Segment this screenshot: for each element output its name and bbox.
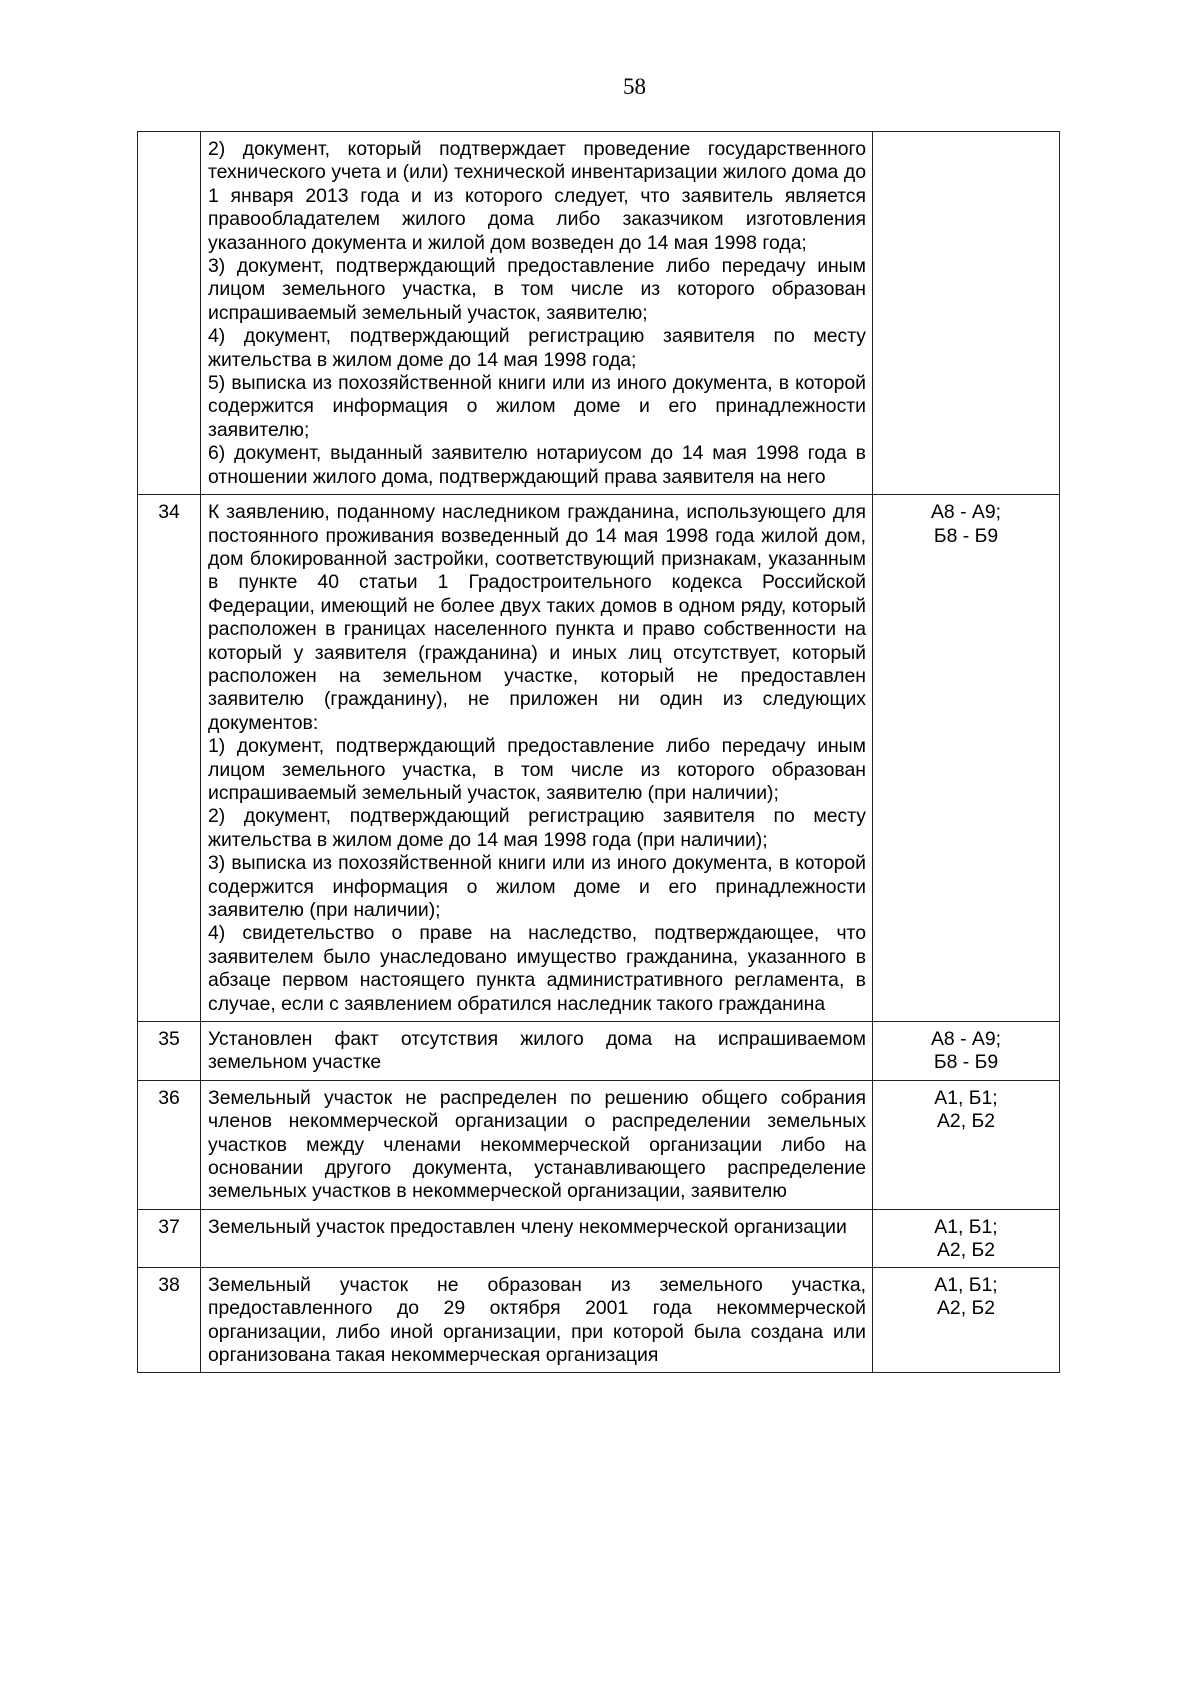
variant-codes (873, 1209, 1060, 1267)
description-paragraph: 4) свидетельство о праве на наследство, подтверждающее, что заявителем было унаследовано имущество гражданина, указанного в абзаце первом настоящего пункта административного регламента, в случае, если с заявлением обратился наследник такого гражданина (208, 922, 866, 1015)
variant-codes (873, 495, 1060, 1022)
variant-code-line: А2, Б2 (936, 1110, 995, 1133)
variant-code-line: А1, Б1; (934, 1086, 998, 1109)
description-paragraph: 1) документ, подтверждающий предоставление либо передачу иным лицом земельного участка, в том числе из которого образован испрашиваемый земельный участок, заявителю (при наличии); (208, 735, 866, 804)
description-paragraph: Земельный участок не распределен по решению общего собрания членов некоммерческой организации о распределении земельных участков между членами некоммерческой организации либо на основании другого документа, устанавливающего распределение земельных участков в некоммерческой организации, заявителю (208, 1086, 866, 1203)
table-row (138, 132, 1060, 495)
description-paragraph: 4) документ, подтверждающий регистрацию заявителя по месту жительства в жилом доме до 14 мая 1998 года; (208, 325, 866, 371)
row-number: 34 (138, 495, 201, 1022)
ground-description (201, 1209, 873, 1267)
page-number: 58 (623, 74, 646, 99)
ground-description (201, 132, 873, 495)
row-number: 38 (138, 1267, 201, 1373)
table-row (138, 1022, 1060, 1081)
description-paragraph: Установлен факт отсутствия жилого дома на испрашиваемом земельном участке (208, 1028, 866, 1074)
ground-description (201, 1080, 873, 1209)
grounds-table (137, 131, 1060, 1373)
description-paragraph: 3) документ, подтверждающий предоставление либо передачу иным лицом земельного участка, в том числе из которого образован испрашиваемый земельный участок, заявителю; (208, 255, 866, 324)
description-paragraph: 3) выписка из похозяйственной книги или из иного документа, в которой содержится информация о жилом доме и его принадлежности заявителю (при наличии); (208, 852, 866, 921)
description-paragraph: Земельный участок не образован из земельного участка, предоставленного до 29 октября 2001 года некоммерческой организации, либо иной организации, при которой была создана или организована такая некоммерческая организация (208, 1273, 866, 1366)
description-paragraph: 6) документ, выданный заявителю нотариусом до 14 мая 1998 года в отношении жилого дома, подтверждающий права заявителя на него (208, 442, 866, 488)
row-number: 36 (138, 1080, 201, 1209)
variant-code-line: Б8 - Б9 (933, 1051, 999, 1074)
description-paragraph: К заявлению, поданному наследником гражданина, использующего для постоянного проживания возведенный до 14 мая 1998 года жилой дом, дом блокированной застройки, соответствующий признакам, указанным в пункте 40 статьи 1 Градостроительного кодекса Российской Федерации, имеющий не более двух таких домов в одном ряду, который расположен в границах населенного пункта и право собственности на который у заявителя (гражданина) и иных лиц отсутствует, который расположен на земельном участке, который не предоставлен заявителю (гражданину), не приложен ни один из следующих документов: (208, 501, 866, 734)
ground-description (201, 1022, 873, 1081)
description-paragraph: 5) выписка из похозяйственной книги или из иного документа, в которой содержится информация о жилом доме и его принадлежности заявителю; (208, 372, 866, 441)
variant-codes (873, 1080, 1060, 1209)
table-row (138, 1080, 1060, 1209)
description-paragraph: 2) документ, подтверждающий регистрацию заявителя по месту жительства в жилом доме до 14 мая 1998 года (при наличии); (208, 805, 866, 851)
variant-codes (873, 1267, 1060, 1373)
table-row (138, 1209, 1060, 1267)
table-row (138, 1267, 1060, 1373)
row-number: 37 (138, 1209, 201, 1267)
variant-code-line: А8 - А9; (930, 1028, 1002, 1051)
variant-codes (873, 132, 1060, 495)
ground-description (201, 495, 873, 1022)
description-paragraph: Земельный участок предоставлен члену некоммерческой организации (208, 1215, 847, 1238)
table-body (138, 132, 1060, 1373)
variant-code-line: А2, Б2 (936, 1239, 995, 1262)
variant-codes (873, 1022, 1060, 1081)
variant-code-line: Б8 - Б9 (933, 524, 999, 547)
description-paragraph: 2) документ, который подтверждает проведение государственного технического учета и (или) технической инвентаризации жилого дома до 1 января 2013 года и из которого следует, что заявитель является правообладателем жилого дома либо заказчиком изготовления указанного документа и жилой дом возведен до 14 мая 1998 года; (208, 138, 866, 254)
variant-code-line: А2, Б2 (936, 1297, 995, 1320)
variant-code-line: А8 - А9; (930, 501, 1002, 524)
ground-description (201, 1267, 873, 1373)
row-number: 35 (138, 1022, 201, 1081)
variant-code-line: А1, Б1; (934, 1215, 998, 1238)
table-row (138, 495, 1060, 1022)
row-number (138, 132, 201, 495)
variant-code-line: А1, Б1; (934, 1273, 998, 1296)
